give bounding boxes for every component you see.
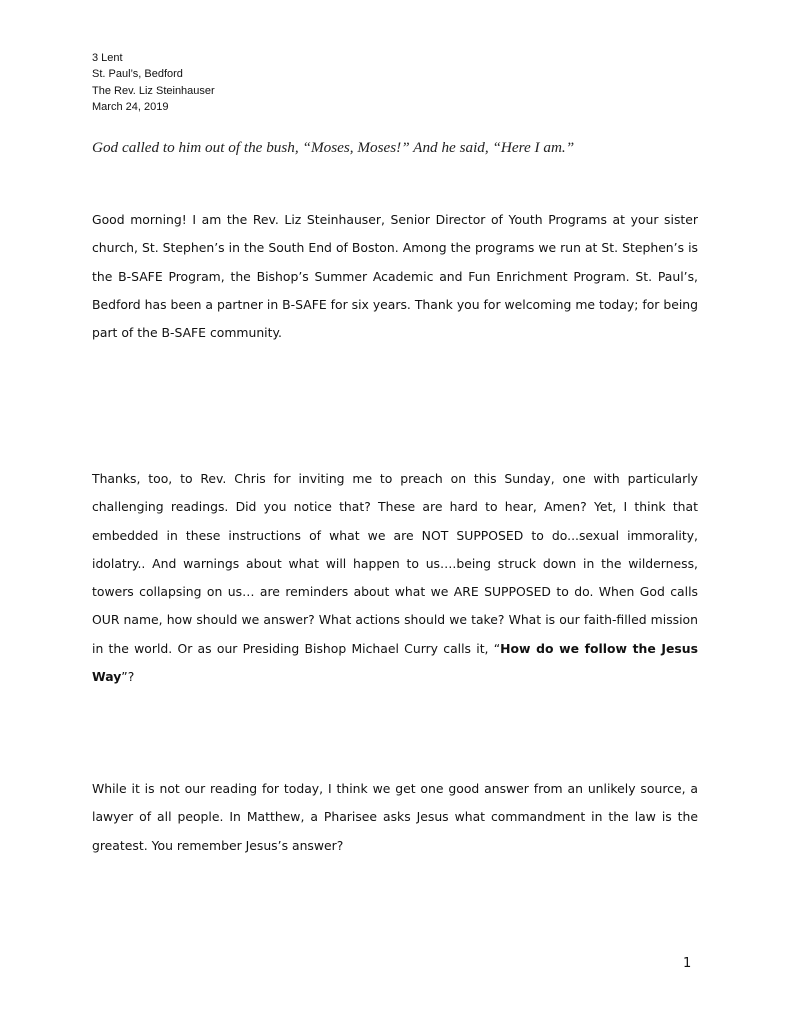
paragraph-readings-text: Thanks, too, to Rev. Chris for inviting me to preach on this Sunday, one with particularly challenging readings. Did you notice that? These are hard to hear, Amen? Yet, I think that embedded in these instructions of what we are NOT SUPPOSED to do...sexual immorality, idolatry.. And warnings about what will happen to us….being struck down in the wilderness, towers collapsing on us… are reminders about what we ARE SUPPOSED to do. When God calls OUR name, how should we answer? What actions should we take? What is our faith-filled mission in the world. Or as our Presiding Bishop Michael Curry calls it, “: [92, 471, 698, 656]
scripture-epigraph: God called to him out of the bush, “Moses, Moses!” And he said, “Here I am.”: [92, 139, 575, 156]
paragraph-readings-end: ”?: [121, 669, 135, 685]
page-number: 1: [683, 956, 692, 971]
header-date: March 24, 2019: [92, 100, 169, 113]
header-parish: St. Paul’s, Bedford: [92, 68, 183, 81]
sermon-header: [92, 50, 215, 115]
jesus-way-emphasis: How do we follow the Jesus Way: [92, 640, 698, 685]
header-preacher: The Rev. Liz Steinhauser: [92, 84, 215, 97]
paragraph-readings: [92, 465, 698, 691]
header-liturgical-day: 3 Lent: [92, 52, 123, 64]
paragraph-welcome: Good morning! I am the Rev. Liz Steinhauser, Senior Director of Youth Programs at your sister church, St. Stephen’s in the South End of Boston. Among the programs we run at St. Stephen’s is the B-SAFE Program, the Bishop’s Summer Academic and Fun Enrichment Program. St. Paul’s, Bedford has been a partner in B-SAFE for six years. Thank you for welcoming me today; for being part of the B-SAFE community.: [92, 212, 698, 341]
paragraph-matthew: While it is not our reading for today, I think we get one good answer from an unlikely source, a lawyer of all people. In Matthew, a Pharisee asks Jesus what commandment in the law is the greatest. You remember Jesus’s answer?: [92, 781, 698, 853]
